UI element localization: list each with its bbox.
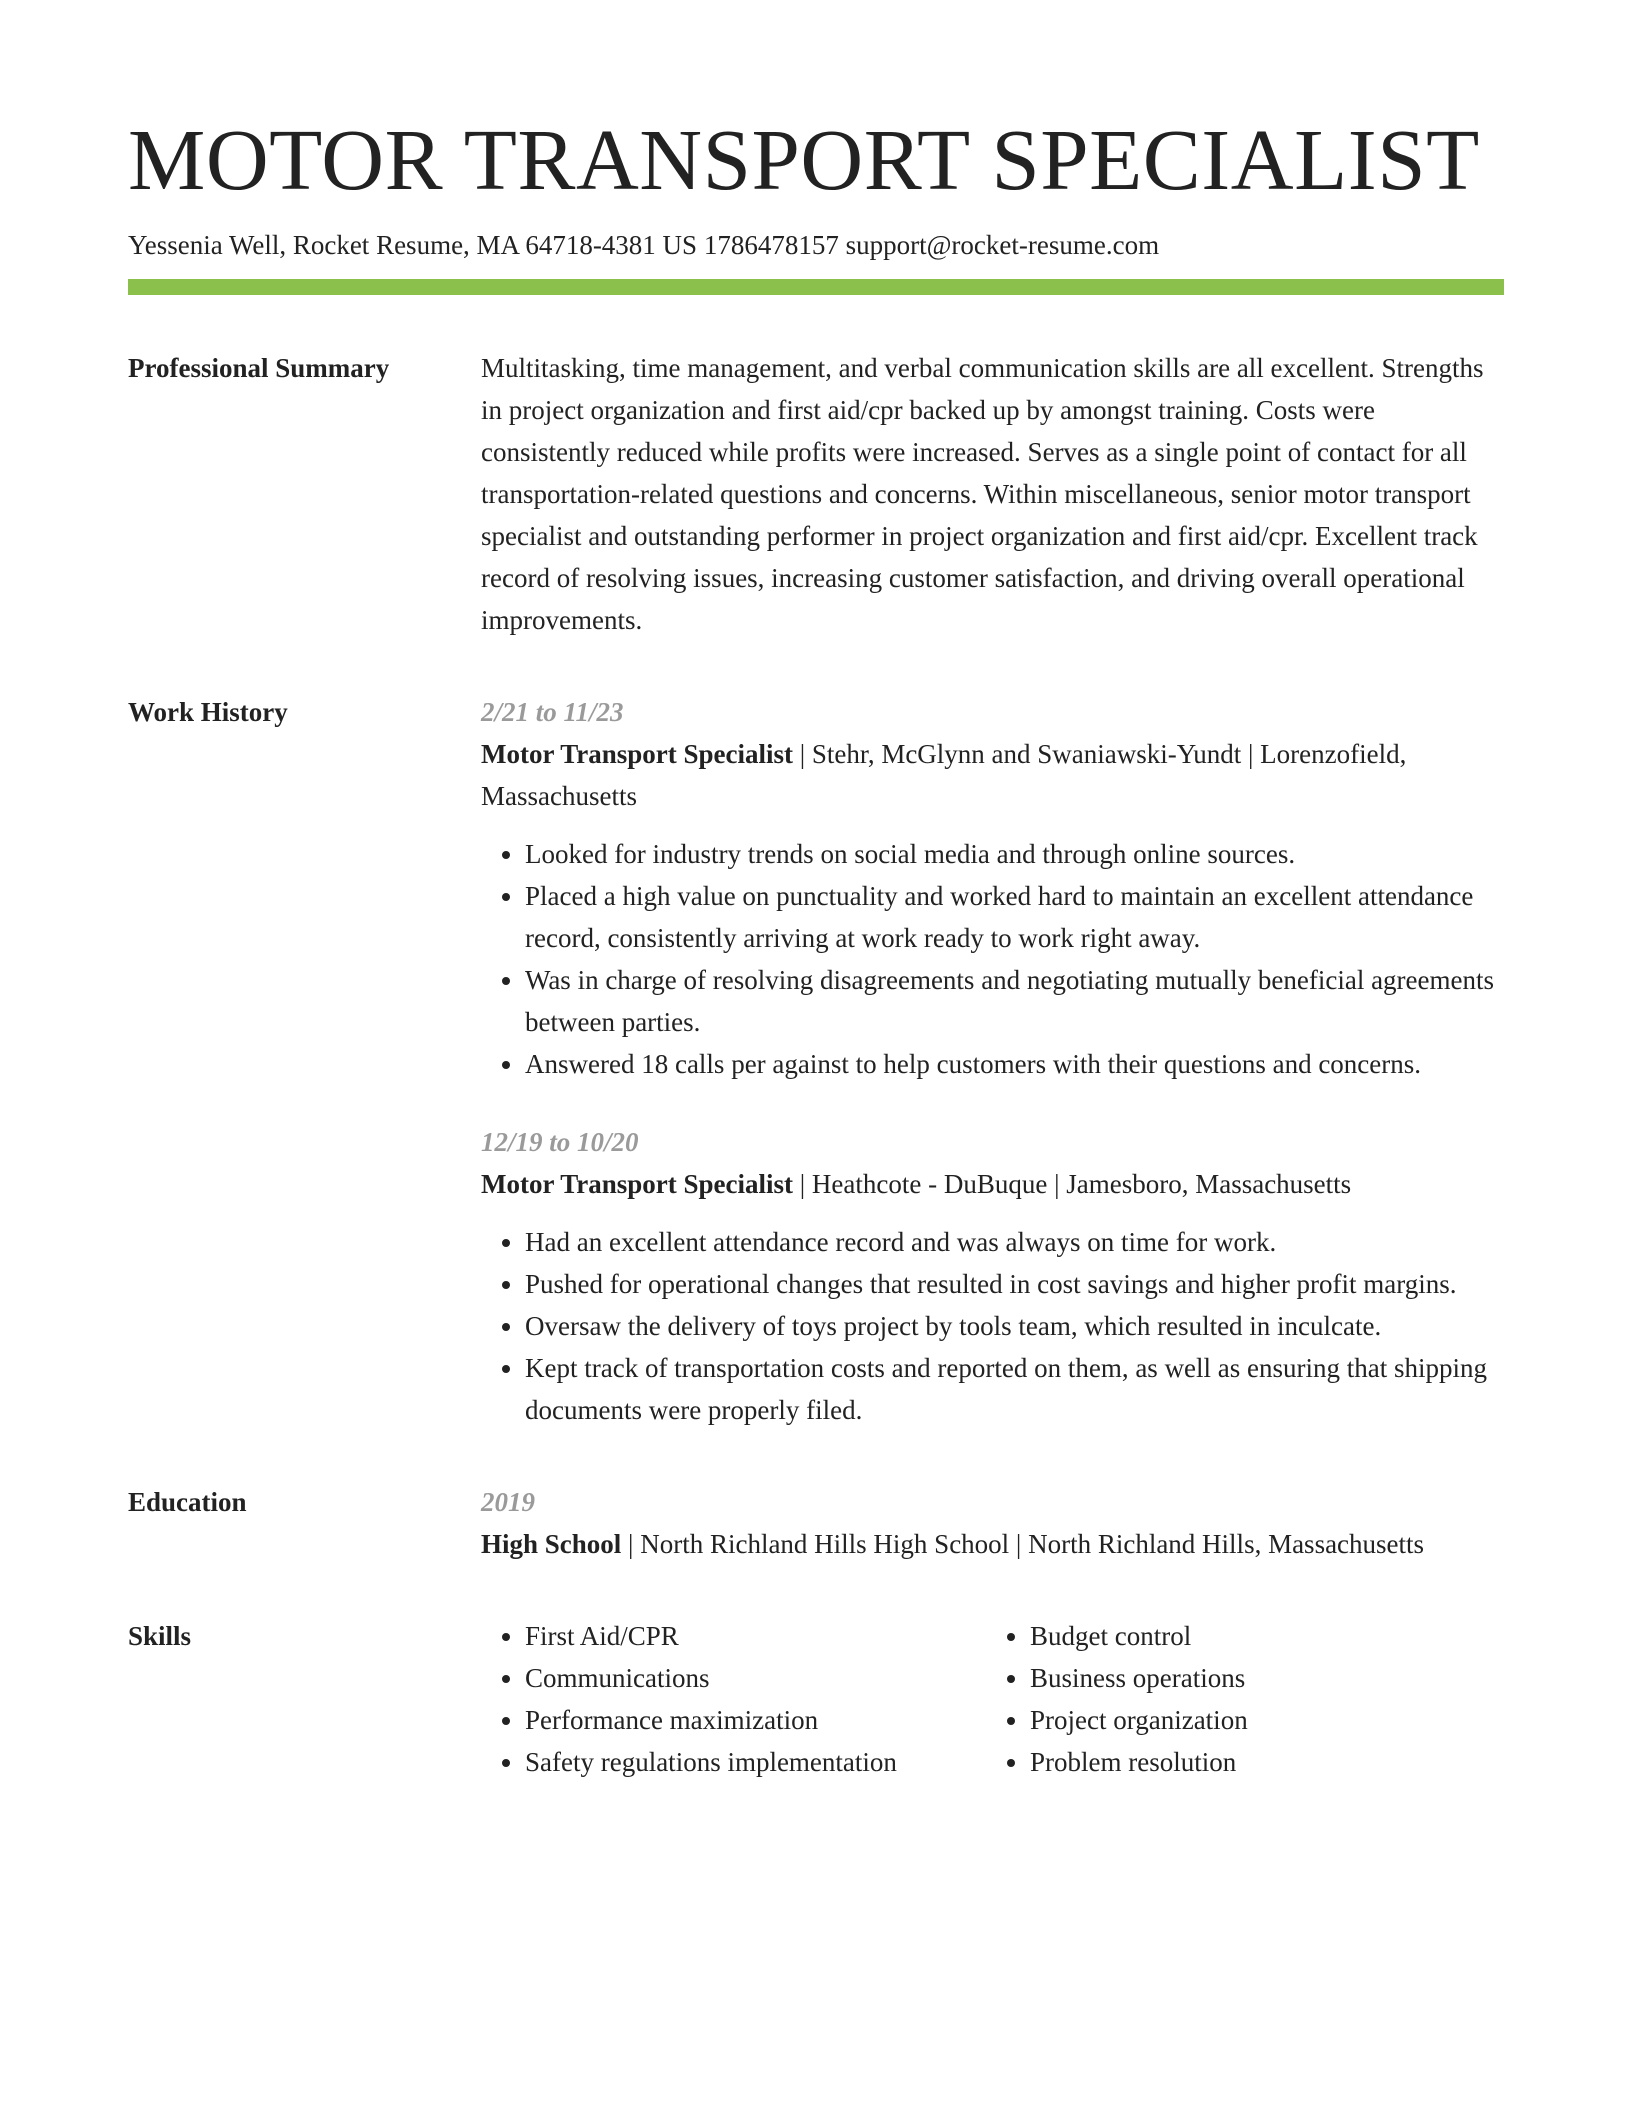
summary-body [481,347,1504,641]
job-role-line [481,1163,1504,1205]
skill-item: • Business operations [1030,1657,1504,1699]
skill-item: • First Aid/CPR [525,1615,986,1657]
education-details: | North Richland Hills High School | North Richland Hills, Massachusetts [621,1529,1425,1560]
accent-divider [128,279,1504,295]
education-section [128,1481,1504,1565]
skills-column [986,1615,1504,1783]
work-history-body [481,691,1504,1431]
skills-list [986,1615,1504,1783]
job-details: | Stehr, McGlynn and Swaniawski-Yundt | Lorenzofield, Massachusetts [481,739,1407,812]
job-entry [481,691,1504,1085]
job-dates: 12/19 to 10/20 [481,1127,639,1158]
job-entry [481,1121,1504,1431]
skill-item: • Budget control [1030,1615,1504,1657]
job-bullet: • Had an excellent attendance record and was always on time for work. [525,1221,1504,1263]
job-bullet: • Oversaw the delivery of toys project by tools team, which resulted in inculcate. [525,1305,1504,1347]
education-heading: Education [128,1487,247,1518]
contact-line: Yessenia Well, Rocket Resume, MA 64718-4381 US 1786478157 support@rocket-resume.com [128,230,1160,260]
job-title: Motor Transport Specialist [481,739,793,770]
skills-heading: Skills [128,1621,192,1652]
education-line [481,1523,1504,1565]
resume-title: MOTOR TRANSPORT SPECIALIST [128,111,1480,208]
skills-body [481,1615,1504,1783]
work-history-section [128,691,1504,1431]
job-bullets [481,833,1504,1085]
skills-list [481,1615,986,1783]
skill-item: • Problem resolution [1030,1741,1504,1783]
job-bullet: • Kept track of transportation costs and reported on them, as well as ensuring that shipping documents were properly filed. [525,1347,1504,1431]
skill-item: • Performance maximization [525,1699,986,1741]
education-body [481,1481,1504,1565]
job-bullet: • Was in charge of resolving disagreements and negotiating mutually beneficial agreements between parties. [525,959,1504,1043]
skills-grid [481,1615,1504,1783]
education-degree: High School [481,1529,622,1560]
job-role-line [481,733,1504,817]
work-history-heading: Work History [128,697,288,728]
job-bullet: • Pushed for operational changes that resulted in cost savings and higher profit margins. [525,1263,1504,1305]
education-year: 2019 [481,1487,535,1518]
summary-section [128,347,1504,641]
job-details: | Heathcote - DuBuque | Jamesboro, Massachusetts [793,1169,1352,1200]
skill-item: • Safety regulations implementation [525,1741,986,1783]
summary-text: Multitasking, time management, and verbal communication skills are all excellent. Strengths in project organization and first aid/cpr backed up by amongst training. Costs were consistently reduced while profits were increased. Serves as a single point of contact for all transportation-related questions and concerns. Within miscellaneous, senior motor transport specialist and outstanding performer in project organization and first aid/cpr. Excellent track record of resolving issues, increasing customer satisfaction, and driving overall operational improvements. [481,353,1484,636]
skill-item: • Communications [525,1657,986,1699]
job-bullet: • Answered 18 calls per against to help customers with their questions and concerns. [525,1043,1504,1085]
skills-column [481,1615,986,1783]
skills-section [128,1615,1504,1783]
job-bullets [481,1221,1504,1431]
skill-item: • Project organization [1030,1699,1504,1741]
job-title: Motor Transport Specialist [481,1169,793,1200]
job-bullet: • Placed a high value on punctuality and worked hard to maintain an excellent attendance record, consistently arriving at work ready to work right away. [525,875,1504,959]
job-bullet: • Looked for industry trends on social media and through online sources. [525,833,1504,875]
job-dates: 2/21 to 11/23 [481,697,624,728]
summary-heading: Professional Summary [128,353,390,384]
